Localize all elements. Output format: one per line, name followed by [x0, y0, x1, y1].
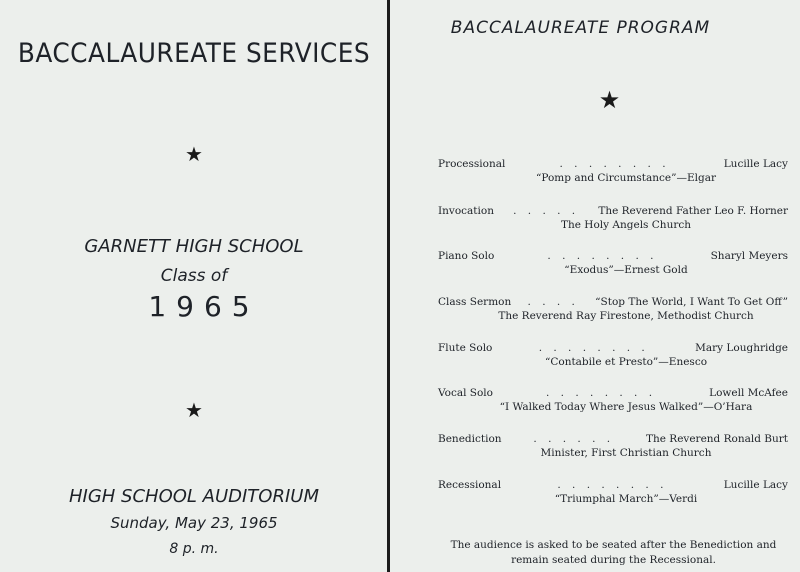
- program-item-vocal-solo: [438, 386, 788, 414]
- star-icon: ★: [598, 86, 621, 114]
- class-year: 1965: [148, 290, 260, 323]
- item-name: Piano Solo: [438, 250, 495, 262]
- item-detail: “I Walked Today Where Jesus Walked”—O’Hara: [499, 401, 753, 413]
- item-detail: “Exodus”—Ernest Gold: [564, 264, 688, 276]
- item-detail: The Holy Angels Church: [560, 219, 691, 231]
- item-performer: The Reverend Ronald Burt: [645, 433, 788, 445]
- item-performer: Mary Loughridge: [695, 342, 788, 354]
- star-icon: ★: [185, 142, 203, 166]
- program-item-recessional: [438, 478, 788, 506]
- item-performer: Sharyl Meyers: [710, 250, 788, 262]
- item-detail: “Contabile et Presto”—Enesco: [544, 356, 708, 368]
- leader-dots: . . . . .: [513, 205, 580, 217]
- program-item-flute-solo: [438, 341, 788, 369]
- item-name: Invocation: [438, 205, 494, 217]
- item-name: Flute Solo: [438, 342, 493, 354]
- item-detail: Minister, First Christian Church: [540, 447, 712, 459]
- leader-dots: . . . . . . . .: [546, 387, 657, 399]
- audience-note-line-1: The audience is asked to be seated after the Benediction and: [450, 539, 777, 551]
- item-name: Processional: [438, 158, 506, 170]
- leader-dots: . . . . . . . .: [547, 250, 658, 262]
- program-item-processional: [438, 157, 788, 185]
- item-detail: “Pomp and Circumstance”—Elgar: [535, 172, 717, 184]
- school-name: GARNETT HIGH SCHOOL: [84, 236, 304, 257]
- program-item-benediction: [438, 432, 788, 460]
- leader-dots: . . . . . . . .: [557, 479, 668, 491]
- item-performer: Lowell McAfee: [709, 387, 788, 399]
- services-title: BACCALAUREATE SERVICES: [17, 38, 371, 69]
- leader-dots: . . . . . .: [533, 433, 615, 445]
- item-name: Vocal Solo: [438, 387, 493, 399]
- program-item-class-sermon: [438, 295, 788, 323]
- cover-panel: [0, 0, 388, 572]
- class-label: Class of: [160, 266, 228, 286]
- event-date: Sunday, May 23, 1965: [110, 514, 278, 532]
- item-detail: The Reverend Ray Firestone, Methodist Church: [498, 310, 754, 322]
- program-item-invocation: [438, 204, 788, 232]
- item-performer: The Reverend Father Leo F. Horner: [598, 205, 788, 217]
- program-panel: [391, 0, 800, 572]
- leader-dots: . . . . . . . .: [538, 342, 649, 354]
- star-icon: ★: [185, 398, 203, 422]
- leader-dots: . . . . . . . .: [559, 158, 670, 170]
- item-performer: Lucille Lacy: [723, 158, 788, 170]
- event-time: 8 p. m.: [169, 541, 219, 557]
- item-name: Class Sermon: [438, 296, 512, 308]
- item-name: Benediction: [438, 433, 502, 445]
- fold-divider: [387, 0, 390, 572]
- audience-note-line-2: remain seated during the Recessional.: [511, 554, 716, 566]
- leader-dots: . . . .: [527, 296, 579, 308]
- item-detail: “Triumphal March”—Verdi: [554, 493, 698, 505]
- audience-note: [436, 538, 791, 568]
- item-performer: “Stop The World, I Want To Get Off”: [595, 296, 788, 308]
- venue: HIGH SCHOOL AUDITORIUM: [68, 486, 319, 507]
- program-item-piano-solo: [438, 249, 788, 277]
- item-performer: Lucille Lacy: [723, 479, 788, 491]
- item-name: Recessional: [438, 479, 502, 491]
- program-title: BACCALAUREATE PROGRAM: [450, 18, 711, 38]
